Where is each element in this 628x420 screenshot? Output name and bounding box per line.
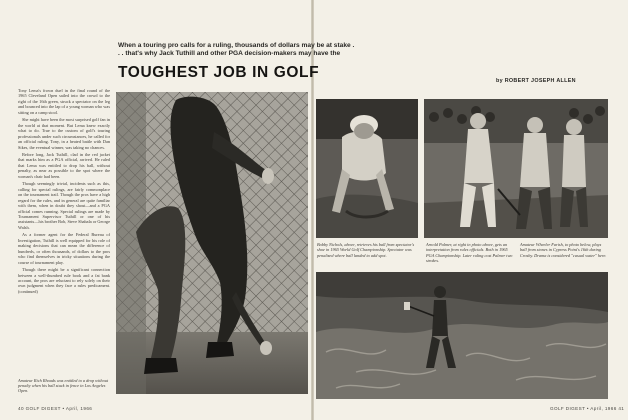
headline-intro: When a touring pro calls for a ruling, thousands of dollars may be at stake . . . that's why Jack Tuthill and other PGA decision-makers may have the — [118, 42, 355, 58]
caption-photo-c: Amateur Wheeler Farish, to photo below, plays ball from stones in Cypress Point's 16th during Crosby. Drama is considered "casual water" here. — [520, 242, 607, 258]
caption-photo-a: Bobby Nichols, above, retrieves his ball from spectator's shoe in 1965 World Golf Championship. Spectator was penalized where ball landed to add spot. — [317, 242, 415, 258]
photo-farish-on-rocks — [316, 272, 608, 399]
main-photo-caption: Amateur Rich Rhoads was entitled to a drop without penalty when his ball stuck in fence in Los Angeles Open. — [18, 378, 109, 394]
article-body — [18, 88, 110, 400]
article-title: TOUGHEST JOB IN GOLF — [118, 64, 320, 81]
article-paragraph: Though there might be a significant connection between a well-thumbed rule book and a fat bank account, the pros are reluctant to rely solely on their own judgment when they face a rules predicament. (continued) — [18, 267, 110, 294]
photo-golfer-at-fence — [116, 92, 308, 394]
photo-nichols-retrieves-ball — [316, 99, 418, 238]
photo-palmer-ruling — [424, 99, 608, 238]
article-paragraph: As a former agent for the Federal Bureau of Investigation, Tuthill is well equipped for his role of making decisions that can mean the difference of hundreds, or often thousands, of dollars to the pros who find themselves in tricky situations during the course of tournament play. — [18, 232, 110, 265]
article-paragraph: She might have been the most surprised golf fan in the world at that moment. But Lema knew exactly what to do. True to the custom of golf's touring professionals under such circumstances, he called for an official ruling. Tony, in a heated battle with Dan Sikes, the eventual winner, was taking no chances. — [18, 117, 110, 150]
article-paragraph: Tony Lema's frown duel in the final round of the 1965 Cleveland Open sailed into the crowd to the right of the 16th green, struck a spectator on the leg and bounced into the lap of a young woman who was sitting on a camp stool. — [18, 88, 110, 115]
caption-photo-b: Arnold Palmer, at right in photo above, gets an interpretation from rules officials. Both in 1965 PGA Championship. Later ruling cost Palmer two strokes. — [426, 242, 513, 263]
article-paragraph: Before long, Jack Tuthill, clad in the red jacket that marks him as a PGA official, arrived. He ruled that Lema was entitled to drop his ball, without penalty, as near as possible to the spot where the woman's chair had been. — [18, 151, 110, 179]
article-paragraph: Though seemingly trivial, incidents such as this, calling for special rulings, are fairly commonplace on the tournament trail. Though the pros have a high regard for the rules, and in general are quite familiar with them, when in doubt they shout—and a PGA official comes running. Special rulings are made by Tournament Supervisor Tuthill or one of his assistants—his brother Bob, Steve Shabala or George Walsh. — [18, 181, 110, 230]
footer-left-page: 40 GOLF DIGEST • April, 1966 — [18, 406, 93, 411]
footer-right-page: GOLF DIGEST • April, 1966 41 — [550, 406, 625, 411]
byline: by ROBERT JOSEPH ALLEN — [496, 78, 576, 84]
